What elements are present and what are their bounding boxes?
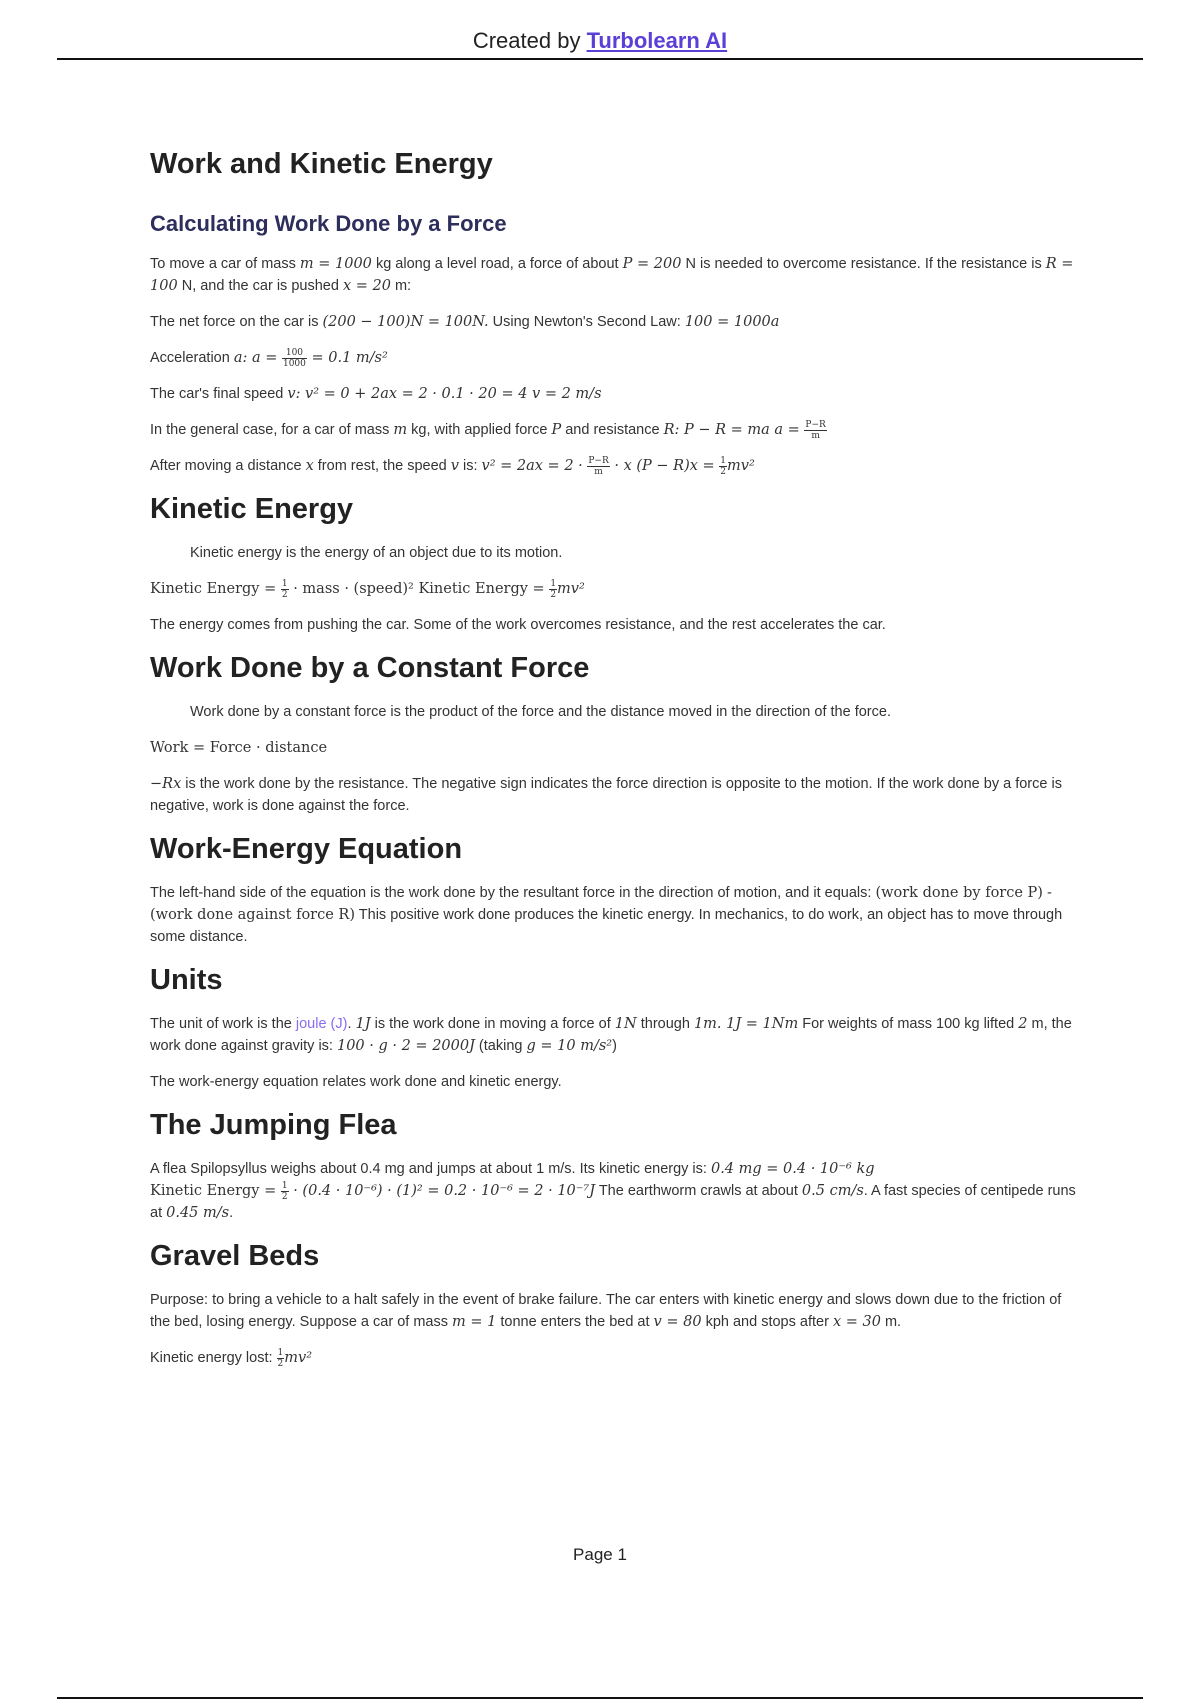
- heading-work-constant-force: Work Done by a Constant Force: [150, 652, 590, 684]
- paragraph-work-energy-relation: The work-energy equation relates work done and kinetic energy.: [150, 1074, 562, 1090]
- heading-gravel-beds: Gravel Beds: [150, 1240, 320, 1272]
- formula-work: Work = Force · distance: [150, 740, 328, 756]
- heading-kinetic-energy: Kinetic Energy: [150, 493, 354, 525]
- paragraph-flea: A flea Spilopsyllus weighs about 0.4 mg and jumps at about 1 m/s. Its kinetic energy is: 0.4 mg = 0.4 · 10⁻⁶ kg Kinetic Energy = $\frac{1}{2}$ · (0.4 · 10⁻⁶) · (1)² = 0.2 · 10⁻⁶ = 2 · 10⁻⁷J The earthworm crawls at about 0.5 cm/s. A fast species of centipede runs at 0.45 m/s.: [150, 1161, 1076, 1221]
- paragraph-units: The unit of work is the joule (J). 1J is the work done in moving a force of 1N through 1m. 1J = 1Nm For weights of mass 100 kg lifted 2 m, the work done against gravity is: 100 · g · 2 = 2000J (taking g = 10 m/s²): [150, 1016, 1072, 1054]
- paragraph-resistance-work: −Rx is the work done by the resistance. The negative sign indicates the force direction is opposite to the motion. If the work done by a force is negative, work is done against the force.: [150, 776, 1062, 814]
- heading-calculating-work: Calculating Work Done by a Force: [150, 211, 507, 236]
- paragraph-general-case: In the general case, for a car of mass m kg, with applied force P and resistance R: P − R = ma a = $\frac{P-R}{m}$: [150, 419, 826, 441]
- heading-units: Units: [150, 964, 223, 996]
- heading-work-energy-equation: Work-Energy Equation: [150, 833, 463, 865]
- page-title: Work and Kinetic Energy: [150, 148, 493, 180]
- paragraph-work-energy: The left-hand side of the equation is the work done by the resultant force in the direction of motion, and it equals: (work done by force P) - (work done against force R) This positive work done produces the kinetic energy. In mechanics, to do work, an object has to move through some distance.: [150, 885, 1063, 945]
- paragraph-setup: To move a car of mass m = 1000 kg along a level road, a force of about P = 200 N is needed to overcome resistance. If the resistance is R = 100 N, and the car is pushed x = 20 m:: [150, 256, 1074, 294]
- turbolearn-link[interactable]: Turbolearn AI: [586, 28, 728, 53]
- document-body: [150, 148, 1080, 1369]
- page-header: [57, 28, 1143, 60]
- definition-work: Work done by a constant force is the product of the force and the distance moved in the direction of the force.: [190, 704, 891, 720]
- page-number: Page 1: [573, 1545, 627, 1564]
- definition-kinetic-energy: Kinetic energy is the energy of an object due to its motion.: [190, 545, 563, 561]
- header-prefix: Created by: [472, 28, 587, 53]
- paragraph-net-force: The net force on the car is (200 − 100)N = 100N. Using Newton's Second Law: 100 = 1000a: [150, 314, 780, 330]
- paragraph-acceleration: Acceleration a: a = $\frac{100}{1000}$ = 0.1 m/s²: [150, 347, 388, 369]
- paragraph-energy-source: The energy comes from pushing the car. Some of the work overcomes resistance, and the rest accelerates the car.: [150, 617, 886, 633]
- paragraph-gravel-purpose: Purpose: to bring a vehicle to a halt safely in the event of brake failure. The car enters with kinetic energy and slows down due to the friction of the bed, losing energy. Suppose a car of mass m = 1 tonne enters the bed at v = 80 kph and stops after x = 30 m.: [150, 1292, 1062, 1330]
- paragraph-speed-after-distance: After moving a distance x from rest, the speed v is: v² = 2ax = 2 · $\frac{P-R}{m}$ · x (P − R)x = $\frac{1}{2}$ mv²: [150, 455, 755, 477]
- paragraph-kinetic-energy-lost: Kinetic energy lost: $\frac{1}{2}$ mv²: [150, 1347, 313, 1369]
- paragraph-final-speed: The car's final speed v: v² = 0 + 2ax = 2 · 0.1 · 20 = 4 v = 2 m/s: [150, 386, 602, 402]
- bottom-divider: [57, 1697, 1143, 1699]
- joule-link[interactable]: joule (J): [295, 1016, 348, 1032]
- heading-jumping-flea: The Jumping Flea: [150, 1109, 397, 1141]
- formula-kinetic-energy: Kinetic Energy = $\frac{1}{2}$ · mass · (speed)² Kinetic Energy = $\frac{1}{2}$ mv²: [150, 578, 585, 600]
